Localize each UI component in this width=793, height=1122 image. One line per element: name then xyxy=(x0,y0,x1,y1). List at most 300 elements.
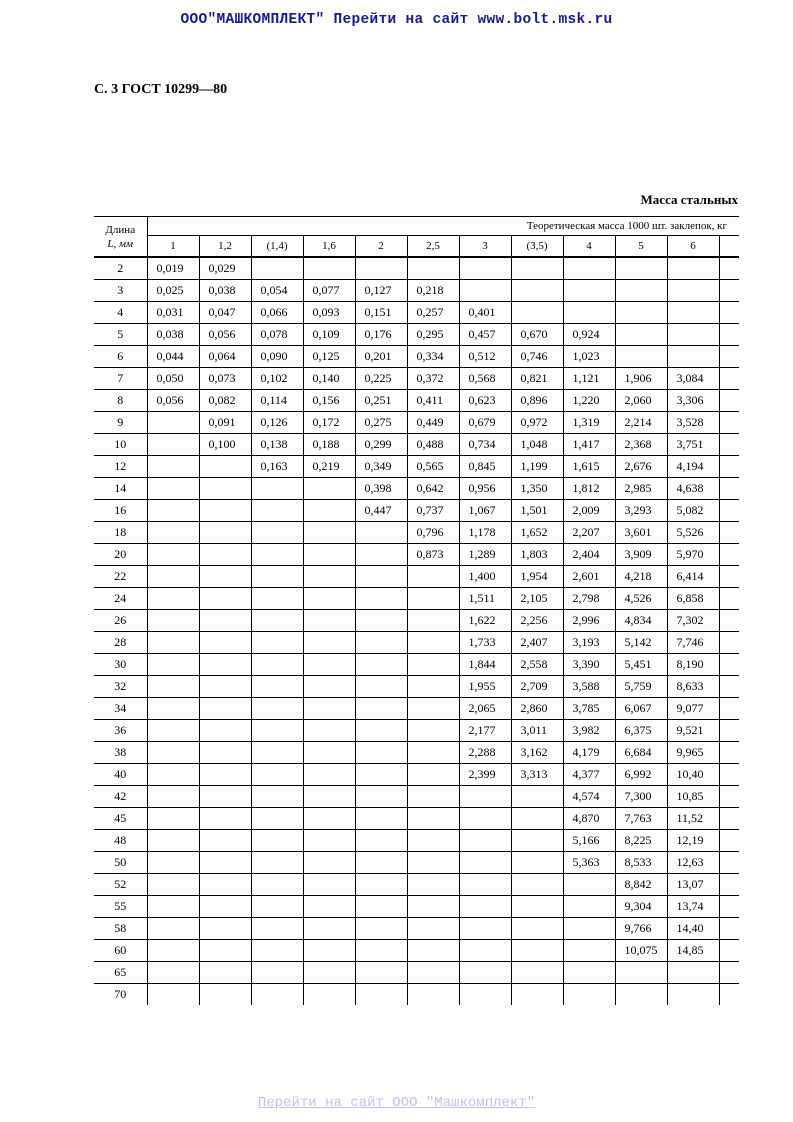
mass-cell xyxy=(199,698,251,720)
mass-cell xyxy=(251,918,303,940)
mass-cell xyxy=(251,566,303,588)
diameter-header: 1,2 xyxy=(199,236,251,258)
mass-cell: 5,166 xyxy=(563,830,615,852)
mass-cell xyxy=(615,346,667,368)
mass-cell xyxy=(355,698,407,720)
footer-site-link[interactable]: Перейти на сайт ООО "Машкомплект" xyxy=(257,1095,536,1111)
mass-cell xyxy=(251,522,303,544)
mass-cell: 3,084 xyxy=(667,368,719,390)
mass-cell: 0,066 xyxy=(251,302,303,324)
mass-cell xyxy=(407,984,459,1006)
mass-cell xyxy=(355,940,407,962)
mass-cell: 2,368 xyxy=(615,434,667,456)
mass-cell: 1,199 xyxy=(511,456,563,478)
mass-cell xyxy=(199,742,251,764)
mass-cell xyxy=(407,852,459,874)
table-caption: Масса стальных xyxy=(640,192,738,207)
mass-cell xyxy=(303,984,355,1006)
mass-cell xyxy=(719,742,739,764)
mass-cell xyxy=(563,896,615,918)
mass-cell xyxy=(407,654,459,676)
mass-cell: 0,670 xyxy=(511,324,563,346)
mass-cell: 2,288 xyxy=(459,742,511,764)
mass-cell xyxy=(355,720,407,742)
table-row xyxy=(94,257,739,280)
mass-cell xyxy=(147,676,199,698)
mass-cell xyxy=(407,786,459,808)
mass-cell: 1,289 xyxy=(459,544,511,566)
table-row xyxy=(94,368,739,390)
mass-cell xyxy=(719,874,739,896)
mass-cell: 1,652 xyxy=(511,522,563,544)
length-cell: 55 xyxy=(94,896,147,918)
mass-cell: 0,077 xyxy=(303,280,355,302)
mass-cell xyxy=(147,764,199,786)
mass-cell: 0,821 xyxy=(511,368,563,390)
length-cell: 50 xyxy=(94,852,147,874)
mass-cell xyxy=(563,984,615,1006)
mass-table xyxy=(94,216,739,1005)
length-cell: 42 xyxy=(94,786,147,808)
mass-cell xyxy=(355,764,407,786)
mass-cell xyxy=(251,742,303,764)
mass-cell xyxy=(667,302,719,324)
mass-cell xyxy=(251,852,303,874)
mass-cell xyxy=(303,654,355,676)
table-row xyxy=(94,610,739,632)
length-cell: 12 xyxy=(94,456,147,478)
mass-cell xyxy=(199,720,251,742)
table-row xyxy=(94,940,739,962)
length-cell: 38 xyxy=(94,742,147,764)
mass-cell: 5,142 xyxy=(615,632,667,654)
diameter-header: 3 xyxy=(459,236,511,258)
mass-cell xyxy=(355,984,407,1006)
mass-cell xyxy=(563,874,615,896)
mass-cell: 4,218 xyxy=(615,566,667,588)
mass-cell xyxy=(407,918,459,940)
mass-cell xyxy=(303,786,355,808)
length-cell: 9 xyxy=(94,412,147,434)
mass-cell xyxy=(355,852,407,874)
mass-cell xyxy=(355,544,407,566)
mass-cell xyxy=(719,764,739,786)
mass-cell: 3,751 xyxy=(667,434,719,456)
mass-cell: 1,511 xyxy=(459,588,511,610)
mass-table-title: Теоретическая масса 1000 шт. заклепок, кг xyxy=(147,217,739,236)
mass-cell xyxy=(511,962,563,984)
table-row xyxy=(94,830,739,852)
mass-cell: 1,319 xyxy=(563,412,615,434)
mass-cell xyxy=(407,962,459,984)
mass-cell xyxy=(407,257,459,280)
mass-cell: 2,065 xyxy=(459,698,511,720)
mass-cell xyxy=(251,896,303,918)
mass-cell: 1,400 xyxy=(459,566,511,588)
mass-cell xyxy=(199,478,251,500)
length-cell: 36 xyxy=(94,720,147,742)
mass-cell xyxy=(719,280,739,302)
mass-cell xyxy=(251,500,303,522)
diameter-header: 5 xyxy=(615,236,667,258)
mass-cell xyxy=(719,984,739,1006)
mass-cell: 0,156 xyxy=(303,390,355,412)
mass-cell: 13,07 xyxy=(667,874,719,896)
mass-cell: 2,009 xyxy=(563,500,615,522)
mass-cell xyxy=(199,918,251,940)
length-cell: 2 xyxy=(94,257,147,280)
mass-cell xyxy=(407,896,459,918)
mass-cell xyxy=(199,610,251,632)
mass-cell xyxy=(563,302,615,324)
length-header-label: Длина xyxy=(105,223,136,236)
mass-cell: 2,798 xyxy=(563,588,615,610)
mass-cell: 0,138 xyxy=(251,434,303,456)
mass-cell xyxy=(303,962,355,984)
length-cell: 32 xyxy=(94,676,147,698)
mass-cell: 14,40 xyxy=(667,918,719,940)
mass-cell xyxy=(147,808,199,830)
mass-cell: 2,709 xyxy=(511,676,563,698)
mass-cell xyxy=(147,698,199,720)
length-cell: 5 xyxy=(94,324,147,346)
table-row xyxy=(94,742,739,764)
mass-cell xyxy=(355,676,407,698)
mass-cell xyxy=(459,852,511,874)
mass-cell: 2,601 xyxy=(563,566,615,588)
mass-cell: 3,313 xyxy=(511,764,563,786)
mass-cell xyxy=(719,324,739,346)
mass-cell xyxy=(667,962,719,984)
mass-cell xyxy=(407,676,459,698)
mass-cell: 0,746 xyxy=(511,346,563,368)
mass-cell: 0,114 xyxy=(251,390,303,412)
mass-cell xyxy=(719,808,739,830)
mass-cell: 0,845 xyxy=(459,456,511,478)
mass-cell xyxy=(563,940,615,962)
mass-cell xyxy=(147,742,199,764)
mass-cell: 4,870 xyxy=(563,808,615,830)
mass-cell xyxy=(459,896,511,918)
mass-cell xyxy=(615,302,667,324)
mass-cell xyxy=(355,610,407,632)
mass-cell xyxy=(511,874,563,896)
mass-cell xyxy=(719,478,739,500)
mass-cell xyxy=(147,830,199,852)
mass-cell xyxy=(251,588,303,610)
mass-cell: 0,449 xyxy=(407,412,459,434)
mass-cell: 1,803 xyxy=(511,544,563,566)
mass-cell xyxy=(303,698,355,720)
length-cell: 45 xyxy=(94,808,147,830)
mass-cell xyxy=(719,610,739,632)
mass-cell: 9,521 xyxy=(667,720,719,742)
length-cell: 58 xyxy=(94,918,147,940)
mass-cell xyxy=(719,368,739,390)
mass-cell xyxy=(251,610,303,632)
table-row xyxy=(94,522,739,544)
mass-cell: 5,082 xyxy=(667,500,719,522)
mass-cell xyxy=(147,896,199,918)
mass-cell xyxy=(303,742,355,764)
mass-cell: 0,679 xyxy=(459,412,511,434)
length-cell: 10 xyxy=(94,434,147,456)
length-cell: 14 xyxy=(94,478,147,500)
mass-cell xyxy=(459,962,511,984)
mass-cell xyxy=(199,522,251,544)
mass-cell: 1,955 xyxy=(459,676,511,698)
mass-cell: 0,295 xyxy=(407,324,459,346)
mass-cell: 0,029 xyxy=(199,257,251,280)
table-head xyxy=(94,217,739,258)
mass-cell xyxy=(303,544,355,566)
diameter-header: 2,5 xyxy=(407,236,459,258)
mass-cell: 0,201 xyxy=(355,346,407,368)
mass-cell xyxy=(459,830,511,852)
mass-cell xyxy=(511,852,563,874)
mass-cell: 0,038 xyxy=(199,280,251,302)
length-cell: 6 xyxy=(94,346,147,368)
table-row xyxy=(94,434,739,456)
mass-cell xyxy=(459,257,511,280)
mass-cell: 0,093 xyxy=(303,302,355,324)
mass-cell xyxy=(355,257,407,280)
mass-cell: 9,077 xyxy=(667,698,719,720)
mass-cell xyxy=(251,720,303,742)
length-cell: 18 xyxy=(94,522,147,544)
mass-cell xyxy=(407,940,459,962)
table-row xyxy=(94,698,739,720)
mass-cell xyxy=(355,566,407,588)
table-row xyxy=(94,676,739,698)
mass-cell: 1,350 xyxy=(511,478,563,500)
table-row xyxy=(94,874,739,896)
table-row xyxy=(94,632,739,654)
mass-cell: 0,078 xyxy=(251,324,303,346)
mass-cell xyxy=(407,742,459,764)
mass-cell xyxy=(251,698,303,720)
mass-cell xyxy=(459,808,511,830)
table-row xyxy=(94,500,739,522)
mass-cell xyxy=(355,654,407,676)
mass-cell xyxy=(719,852,739,874)
mass-cell xyxy=(199,786,251,808)
mass-cell xyxy=(199,962,251,984)
length-cell: 4 xyxy=(94,302,147,324)
mass-cell xyxy=(303,588,355,610)
mass-cell: 0,172 xyxy=(303,412,355,434)
mass-cell: 1,023 xyxy=(563,346,615,368)
mass-cell: 0,275 xyxy=(355,412,407,434)
mass-cell: 0,251 xyxy=(355,390,407,412)
mass-cell: 6,684 xyxy=(615,742,667,764)
mass-cell xyxy=(355,918,407,940)
mass-cell xyxy=(355,632,407,654)
mass-cell: 9,304 xyxy=(615,896,667,918)
mass-cell: 2,256 xyxy=(511,610,563,632)
mass-cell: 6,858 xyxy=(667,588,719,610)
mass-cell xyxy=(303,918,355,940)
mass-cell: 0,038 xyxy=(147,324,199,346)
mass-cell: 0,151 xyxy=(355,302,407,324)
mass-cell xyxy=(511,257,563,280)
mass-cell xyxy=(251,874,303,896)
diameter-header: (1,4) xyxy=(251,236,303,258)
mass-cell xyxy=(615,984,667,1006)
mass-cell: 3,785 xyxy=(563,698,615,720)
mass-cell: 5,759 xyxy=(615,676,667,698)
mass-cell: 0,299 xyxy=(355,434,407,456)
length-cell: 7 xyxy=(94,368,147,390)
mass-cell xyxy=(147,588,199,610)
mass-cell xyxy=(199,456,251,478)
mass-cell: 0,109 xyxy=(303,324,355,346)
mass-cell: 2,996 xyxy=(563,610,615,632)
mass-cell xyxy=(355,588,407,610)
mass-cell xyxy=(199,874,251,896)
mass-cell xyxy=(199,808,251,830)
length-column-header xyxy=(94,217,147,258)
mass-cell xyxy=(199,588,251,610)
mass-cell: 2,407 xyxy=(511,632,563,654)
mass-cell: 0,488 xyxy=(407,434,459,456)
mass-cell: 0,512 xyxy=(459,346,511,368)
length-cell: 34 xyxy=(94,698,147,720)
mass-cell: 1,417 xyxy=(563,434,615,456)
mass-cell: 0,031 xyxy=(147,302,199,324)
mass-cell: 0,140 xyxy=(303,368,355,390)
mass-cell xyxy=(303,874,355,896)
mass-cell xyxy=(199,852,251,874)
mass-cell xyxy=(147,852,199,874)
diameter-header-row xyxy=(94,236,739,258)
mass-cell xyxy=(719,522,739,544)
mass-cell xyxy=(303,478,355,500)
table-row xyxy=(94,412,739,434)
mass-cell xyxy=(719,698,739,720)
table-row xyxy=(94,566,739,588)
table-row xyxy=(94,786,739,808)
length-cell: 70 xyxy=(94,984,147,1006)
mass-cell: 1,622 xyxy=(459,610,511,632)
mass-cell xyxy=(407,698,459,720)
mass-cell: 1,615 xyxy=(563,456,615,478)
mass-cell: 3,982 xyxy=(563,720,615,742)
mass-cell xyxy=(303,676,355,698)
mass-cell xyxy=(303,500,355,522)
mass-cell xyxy=(199,654,251,676)
table-row xyxy=(94,962,739,984)
site-banner-link[interactable]: ООО"МАШКОМПЛЕКТ" Перейти на сайт www.bolt.msk.ru xyxy=(180,12,613,28)
mass-cell xyxy=(147,434,199,456)
mass-cell: 0,044 xyxy=(147,346,199,368)
mass-cell xyxy=(719,456,739,478)
mass-cell xyxy=(355,786,407,808)
mass-cell: 0,349 xyxy=(355,456,407,478)
mass-cell: 4,179 xyxy=(563,742,615,764)
mass-cell xyxy=(147,720,199,742)
mass-cell xyxy=(303,830,355,852)
mass-cell: 8,633 xyxy=(667,676,719,698)
mass-cell: 0,972 xyxy=(511,412,563,434)
length-cell: 40 xyxy=(94,764,147,786)
mass-cell xyxy=(303,632,355,654)
mass-cell: 5,970 xyxy=(667,544,719,566)
mass-cell xyxy=(511,940,563,962)
mass-cell: 0,082 xyxy=(199,390,251,412)
length-cell: 52 xyxy=(94,874,147,896)
mass-cell: 0,056 xyxy=(147,390,199,412)
mass-cell: 0,188 xyxy=(303,434,355,456)
mass-cell: 2,399 xyxy=(459,764,511,786)
table-row xyxy=(94,280,739,302)
mass-cell xyxy=(407,830,459,852)
mass-cell: 0,623 xyxy=(459,390,511,412)
mass-cell xyxy=(147,962,199,984)
mass-cell: 0,334 xyxy=(407,346,459,368)
mass-cell xyxy=(199,566,251,588)
diameter-header: 1 xyxy=(147,236,199,258)
mass-cell: 2,558 xyxy=(511,654,563,676)
mass-cell xyxy=(303,257,355,280)
table-row xyxy=(94,456,739,478)
mass-cell: 2,676 xyxy=(615,456,667,478)
mass-cell: 7,302 xyxy=(667,610,719,632)
mass-cell xyxy=(667,984,719,1006)
mass-cell: 1,178 xyxy=(459,522,511,544)
length-cell: 28 xyxy=(94,632,147,654)
mass-cell: 2,985 xyxy=(615,478,667,500)
mass-cell xyxy=(719,390,739,412)
mass-cell xyxy=(147,412,199,434)
mass-cell xyxy=(251,544,303,566)
mass-cell xyxy=(199,896,251,918)
mass-cell xyxy=(303,896,355,918)
table-row xyxy=(94,346,739,368)
mass-cell: 6,375 xyxy=(615,720,667,742)
mass-cell xyxy=(719,940,739,962)
mass-cell xyxy=(615,257,667,280)
mass-cell: 0,225 xyxy=(355,368,407,390)
mass-cell xyxy=(719,896,739,918)
mass-cell xyxy=(355,962,407,984)
mass-cell xyxy=(407,566,459,588)
mass-cell: 5,363 xyxy=(563,852,615,874)
mass-cell xyxy=(407,808,459,830)
mass-cell: 2,214 xyxy=(615,412,667,434)
mass-cell: 0,398 xyxy=(355,478,407,500)
mass-cell: 1,954 xyxy=(511,566,563,588)
mass-cell: 0,047 xyxy=(199,302,251,324)
mass-cell xyxy=(303,522,355,544)
mass-cell: 5,526 xyxy=(667,522,719,544)
mass-cell: 1,844 xyxy=(459,654,511,676)
mass-cell xyxy=(251,654,303,676)
table-row xyxy=(94,808,739,830)
table-row xyxy=(94,896,739,918)
mass-cell xyxy=(355,896,407,918)
mass-cell xyxy=(251,984,303,1006)
mass-cell: 3,588 xyxy=(563,676,615,698)
mass-cell xyxy=(147,918,199,940)
mass-cell xyxy=(667,324,719,346)
mass-cell: 4,638 xyxy=(667,478,719,500)
table-title-row xyxy=(94,217,739,236)
mass-cell xyxy=(303,808,355,830)
mass-cell: 4,526 xyxy=(615,588,667,610)
mass-cell xyxy=(563,962,615,984)
length-cell: 65 xyxy=(94,962,147,984)
